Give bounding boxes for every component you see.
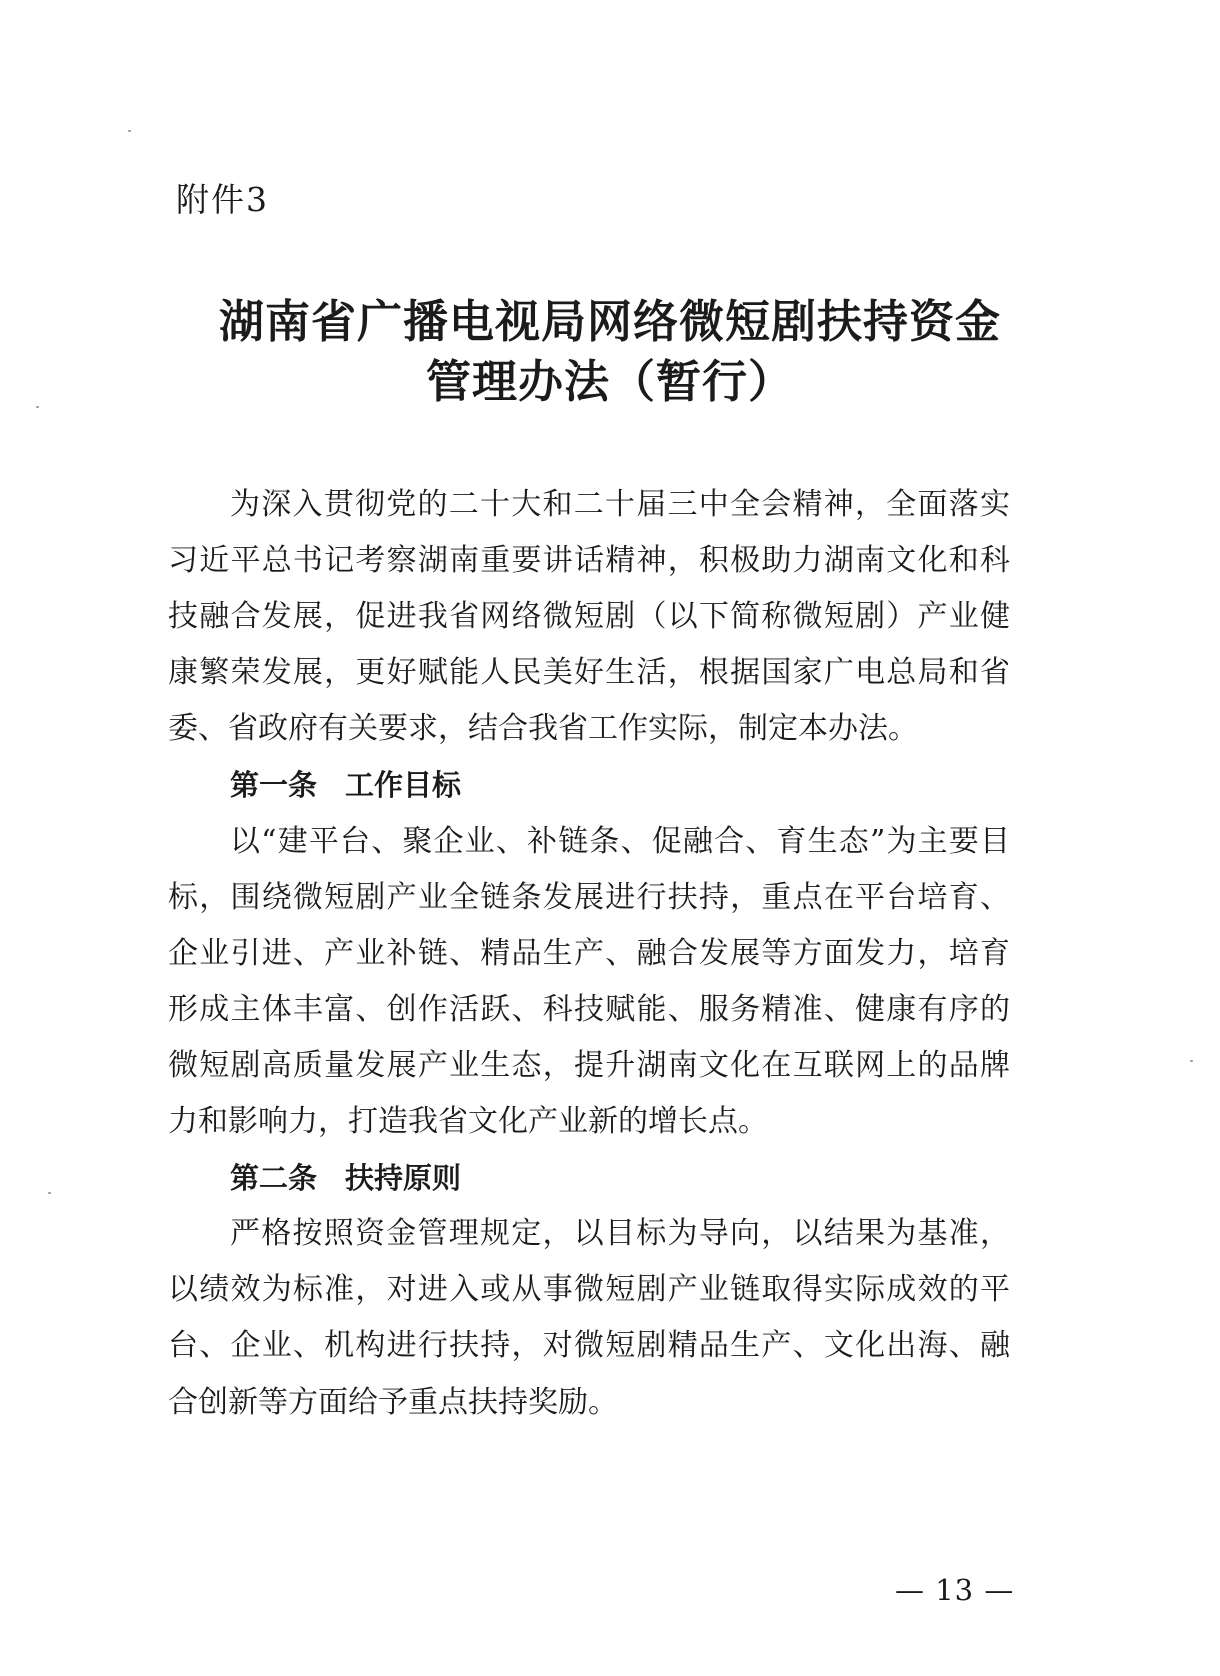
- scan-speck: [48, 1192, 51, 1194]
- article-2-line: 合创新等方面给予重点扶持奖励。: [168, 1384, 618, 1420]
- article-1-line: 标，围绕微短剧产业全链条发展进行扶持，重点在平台培育、: [168, 879, 1010, 915]
- scan-speck: [128, 130, 131, 132]
- article-2-paragraph: [168, 1206, 1010, 1430]
- intro-line: 技融合发展，促进我省网络微短剧（以下简称微短剧）产业健: [168, 599, 1010, 635]
- scan-speck: [36, 406, 39, 408]
- article-2-heading: [168, 1150, 1010, 1206]
- article-1-line: 企业引进、产业补链、精品生产、融合发展等方面发力，培育: [168, 935, 1010, 971]
- attachment-label: 附件3: [176, 180, 269, 219]
- article-1-heading: [168, 757, 1010, 813]
- document-body: [168, 477, 1010, 1431]
- scan-speck: [1190, 1060, 1193, 1062]
- article-2-number: 第二条: [230, 1161, 318, 1196]
- article-1-line: 形成主体丰富、创作活跃、科技赋能、服务精准、健康有序的: [168, 991, 1010, 1027]
- article-1-title: 工作目标: [345, 768, 462, 803]
- intro-line: 习近平总书记考察湖南重要讲话精神，积极助力湖南文化和科: [168, 543, 1010, 579]
- page-number: — 13 —: [895, 1573, 1015, 1607]
- article-1-line: 以“建平台、聚企业、补链条、促融合、育生态”为主要目: [230, 823, 1010, 859]
- intro-paragraph: [168, 477, 1010, 757]
- article-1-line: 力和影响力，打造我省文化产业新的增长点。: [168, 1104, 768, 1140]
- intro-line: 委、省政府有关要求，结合我省工作实际，制定本办法。: [168, 711, 918, 747]
- intro-line: 为深入贯彻党的二十大和二十届三中全会精神，全面落实: [230, 487, 1010, 522]
- article-1-line: 微短剧高质量发展产业生态，提升湖南文化在互联网上的品牌: [168, 1047, 1010, 1083]
- article-1-paragraph: [168, 814, 1010, 1151]
- article-2-line: 严格按照资金管理规定，以目标为导向，以结果为基准，: [230, 1216, 1010, 1252]
- article-2-line: 台、企业、机构进行扶持，对微短剧精品生产、文化出海、融: [168, 1328, 1010, 1364]
- article-2-line: 以绩效为标准，对进入或从事微短剧产业链取得实际成效的平: [168, 1272, 1010, 1308]
- intro-line: 康繁荣发展，更好赋能人民美好生活，根据国家广电总局和省: [168, 655, 1010, 691]
- title-line-1: 湖南省广播电视局网络微短剧扶持资金: [218, 295, 1001, 348]
- title-line-2: 管理办法（暂行）: [425, 355, 794, 408]
- article-2-title: 扶持原则: [345, 1161, 462, 1196]
- article-1-number: 第一条: [230, 768, 318, 803]
- document-title: [120, 292, 1100, 412]
